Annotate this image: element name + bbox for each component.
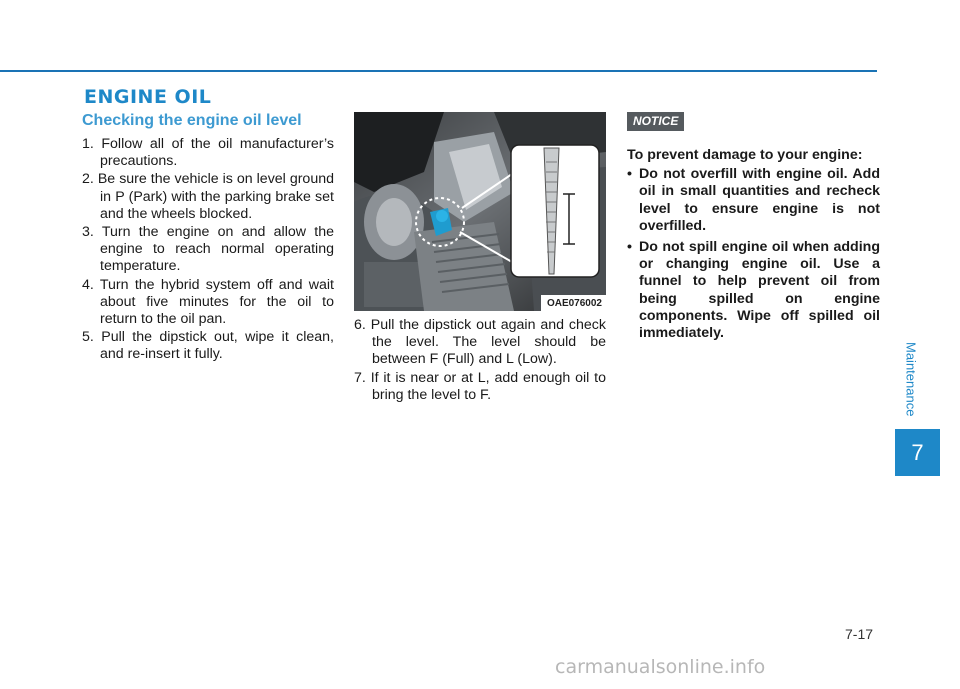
notice-item: [627, 239, 880, 342]
engine-bay-illustration: [354, 112, 606, 311]
step-text: Turn the hybrid system off and wait about five minutes for the oil to return to the oil pan.: [99, 276, 335, 328]
step-item: [82, 277, 334, 329]
steps-list-middle: [354, 317, 606, 404]
figure-code: OAE076002: [541, 295, 606, 311]
step-number: 2.: [82, 171, 94, 188]
notice-lead: To prevent damage to your engine:: [627, 147, 863, 163]
bullet-icon: •: [627, 239, 632, 256]
step-item: [82, 224, 334, 276]
section-title: ENGINE OIL: [84, 86, 212, 108]
step-number: 4.: [82, 276, 94, 293]
left-column: [82, 112, 334, 365]
notice-item-text: Do not spill engine oil when adding or changing engine oil. Use a funnel to help prevent oil from being spilled on engine components. Wipe off spilled oil immediately.: [639, 239, 880, 342]
step-text: Follow all of the oil manufacturer’s precautions.: [100, 136, 334, 170]
chapter-tab: 7: [895, 429, 940, 476]
notice-item: [627, 166, 880, 235]
top-rule: [0, 70, 877, 72]
step-number: 7.: [354, 369, 366, 386]
step-text: Pull the dipstick out, wipe it clean, and re-insert it fully.: [100, 329, 334, 363]
step-item: [82, 136, 334, 170]
steps-list-left: [82, 136, 334, 364]
step-number: 1.: [82, 136, 94, 152]
watermark: carmanualsonline.info: [555, 656, 766, 678]
chapter-side-label: Maintenance: [903, 341, 919, 417]
engine-figure: [354, 112, 606, 311]
notice-item-text: Do not overfill with engine oil. Add oil in small quantities and recheck level to ensure engine is not overfilled.: [639, 166, 880, 234]
middle-column: [354, 112, 606, 405]
step-number: 6.: [354, 317, 366, 333]
subheading: Checking the engine oil level: [82, 112, 302, 129]
page-number: 7-17: [845, 626, 874, 642]
bullet-icon: •: [627, 166, 632, 183]
step-item: [354, 370, 606, 404]
step-text: If it is near or at L, add enough oil to bring the level to F.: [370, 369, 606, 403]
step-number: 3.: [82, 224, 94, 241]
step-text: Be sure the vehicle is on level ground in P (Park) with the parking brake set and the wheels blocked.: [97, 171, 334, 222]
notice-list: [627, 166, 880, 342]
step-item: [82, 329, 334, 363]
step-text: Turn the engine on and allow the engine to reach normal operating temperature.: [100, 224, 334, 275]
step-item: [354, 317, 606, 369]
notice-column: [627, 112, 880, 346]
step-text: Pull the dipstick out again and check the level. The level should be between F (Full) and L (Low).: [370, 317, 606, 368]
notice-badge: NOTICE: [627, 112, 684, 131]
step-item: [82, 171, 334, 223]
step-number: 5.: [82, 329, 94, 346]
